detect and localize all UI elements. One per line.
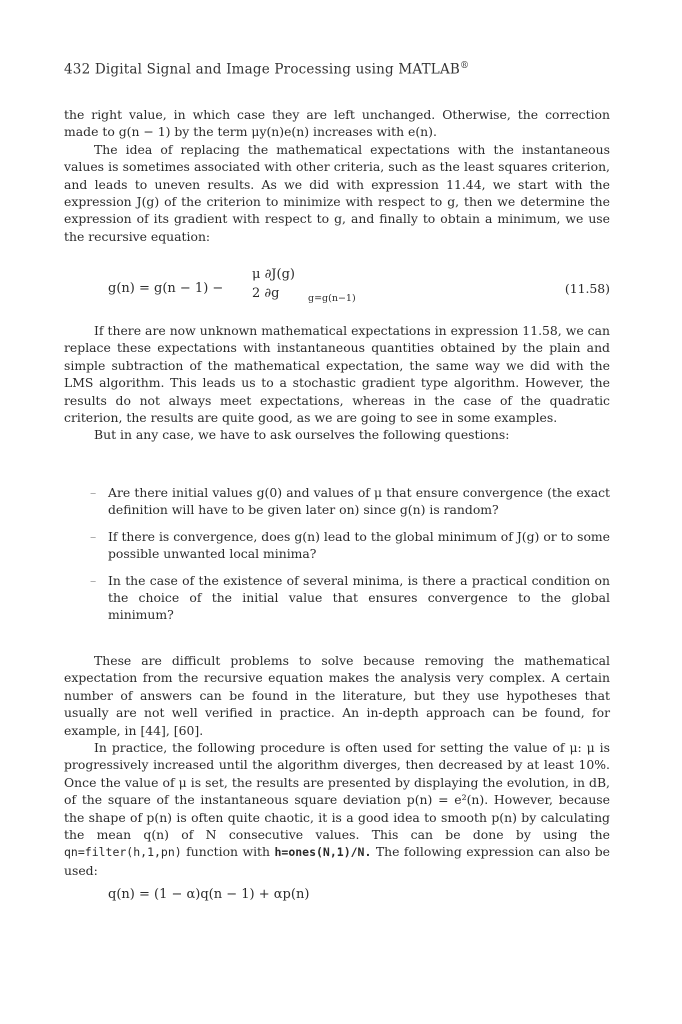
paragraph-6 [64,739,610,879]
paragraph-4: But in any case, we have to ask ourselves the following questions: [94,427,510,443]
paragraph-1: the right value, in which case they are left unchanged. Otherwise, the correction made to g(n − 1) by the term μy(n)e(n) increases with e(n). [64,107,610,140]
bullet-dash: – [90,485,97,500]
running-header [64,58,469,79]
paragraph-5: These are difficult problems to solve because removing the mathematical expectation from the recursive equation makes the analysis very complex. A certain number of answers can be found in the literature, but they use hypotheses that usually are not well verified in practice. An in-depth approach can be found, for example, in [44], [60]. [64,653,610,738]
question-3: In the case of the existence of several minima, is there a practical condition on the choice of the initial value that ensures convergence to the global minimum? [108,572,610,623]
equation-number: (11.58) [564,281,610,296]
list-item [64,528,610,563]
question-2: If there is convergence, does g(n) lead to the global minimum of J(g) or to some possible unwanted local minima? [108,528,610,562]
equation-lhs: g(n) = g(n − 1) − [108,281,224,296]
paragraph-2: The idea of replacing the mathematical expectations with the instantaneous values is sometimes associated with other criteria, such as the least squares criterion, and leads to uneven results. As we did with expression 11.44, we start with the expression J(g) of the criterion to minimize with respect to g, then we determine the expression of its gradient with respect to g, and finally to obtain a minimum, we use the recursive equation: [64,141,610,244]
question-list [64,484,610,624]
paragraph-3: If there are now unknown mathematical expectations in expression 11.58, we can replace these expectations with instantaneous quantities obtained by the plain and simple subtraction of the mathematical expectation, the same way we did with the LMS algorithm. This leads us to a stochastic gradient type algorithm. However, the results do not always meet expectations, whereas in the case of the quadratic criterion, the results are quite good, as we are going to see in some examples. [64,323,610,426]
header-text: 432 Digital Signal and Image Processing using MATLAB [64,61,461,78]
code-ones: h=ones(N,1)/N. [274,845,372,860]
equation-numerator: μ ∂J(g) [252,267,295,282]
trademark-symbol: ® [460,61,470,71]
equation-subscript: g=g(n−1) [308,293,356,304]
question-1: Are there initial values g(0) and values of μ that ensure convergence (the exact definition will have to be given later on) since g(n) is random? [108,485,610,518]
text-block-top [64,106,610,245]
bullet-dash: – [90,528,97,544]
paragraph-6-mid: function with [186,844,271,860]
text-block-middle [64,322,610,444]
code-filter: qn=filter(h,1,pn) [64,845,182,860]
bullet-dash: – [90,572,97,588]
list-item [64,484,610,519]
equation-denominator: 2 ∂g [252,286,280,301]
paragraph-6-text: In practice, the following procedure is often used for setting the value of μ: μ is progressively increased until the algorithm diverges, then decreased by at least 10%. Once the value of μ is set, the results are presented by displaying the evolution, in dB, of the square of the instantaneous square deviation p(n) = e²(n). However, because the shape of p(n) is often quite chaotic, it is a good idea to smooth p(n) by calculating the mean q(n) of N consecutive values. This can be done by using the [64,740,610,843]
smoothing-equation: q(n) = (1 − α)q(n − 1) + αp(n) [108,887,310,902]
paragraph-6-end: The following expression can also be used: [64,844,610,878]
equation-11-58 [64,266,610,312]
list-item [64,572,610,624]
text-block-bottom [64,652,610,879]
